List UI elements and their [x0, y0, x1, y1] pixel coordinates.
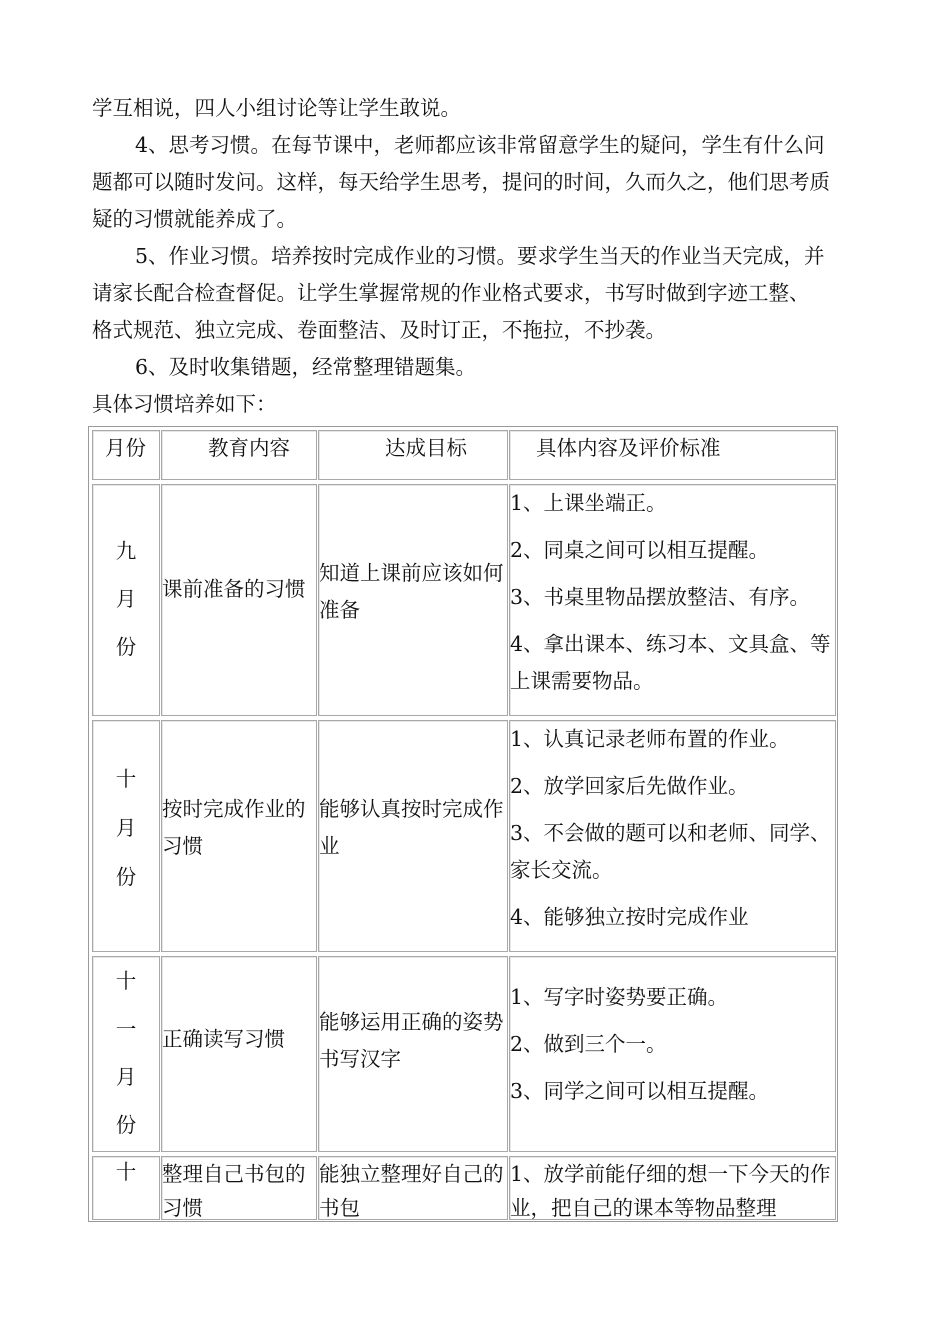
month-char: 份 — [115, 865, 137, 889]
content-text: 整理自己书包的习惯 — [162, 1162, 306, 1220]
content-text: 正确读写习惯 — [162, 1027, 285, 1051]
text-line: 题都可以随时发问。这样，每天给学生思考，提问的时间，久而久之，他们思考质 — [92, 170, 830, 194]
criteria-item: 1、放学前能仔细的想一下今天的作业，把自己的课本等物品整理 — [510, 1162, 831, 1220]
row-2-criteria — [509, 720, 836, 952]
goal-text: 能够认真按时完成作业 — [319, 797, 504, 858]
row-1-criteria — [509, 484, 836, 716]
criteria-item: 2、同桌之间可以相互提醒。 — [510, 538, 770, 562]
content-text: 按时完成作业的习惯 — [162, 797, 306, 858]
criteria-item: 3、书桌里物品摆放整洁、有序。 — [510, 585, 811, 609]
goal-text: 知道上课前应该如何准备 — [319, 561, 504, 622]
month-char: 月 — [115, 587, 137, 611]
row-3-criteria — [509, 956, 836, 1152]
month-char: 十 — [115, 1160, 137, 1184]
header-label: 教育内容 — [208, 436, 290, 460]
criteria-item: 4、能够独立按时完成作业 — [510, 905, 749, 929]
criteria-item: 1、认真记录老师布置的作业。 — [510, 727, 790, 751]
paragraph-habit-4 — [92, 127, 862, 238]
paragraph-habit-5 — [92, 238, 862, 349]
row-3-content — [161, 956, 317, 1152]
row-1-content — [161, 484, 317, 716]
row-1-goal — [318, 484, 508, 716]
criteria-item: 4、拿出课本、练习本、文具盒、等上课需要物品。 — [510, 632, 831, 693]
habit-table — [88, 426, 838, 1222]
text-line: 6、及时收集错题，经常整理错题集。 — [135, 355, 477, 379]
criteria-item: 1、上课坐端正。 — [510, 491, 667, 515]
criteria-item: 3、同学之间可以相互提醒。 — [510, 1079, 770, 1103]
row-3-goal — [318, 956, 508, 1152]
month-char: 一 — [115, 1017, 137, 1041]
content-text: 课前准备的习惯 — [162, 577, 306, 601]
table-intro — [92, 386, 862, 423]
row-4-month — [92, 1156, 160, 1220]
criteria-item: 3、不会做的题可以和老师、同学、家长交流。 — [510, 821, 831, 882]
header-label: 月份 — [105, 436, 146, 460]
text-line: 5、作业习惯。培养按时完成作业的习惯。要求学生当天的作业当天完成，并 — [135, 244, 825, 268]
row-2-goal — [318, 720, 508, 952]
text-line: 学互相说，四人小组讨论等让学生敢说。 — [92, 96, 461, 120]
header-criteria — [509, 430, 836, 480]
row-4-goal — [318, 1156, 508, 1220]
row-2-month — [92, 720, 160, 952]
text-line: 具体习惯培养如下： — [92, 392, 277, 416]
row-3-month — [92, 956, 160, 1152]
criteria-item: 2、做到三个一。 — [510, 1032, 667, 1056]
header-month — [92, 430, 160, 480]
month-char: 九 — [115, 539, 137, 563]
paragraph-1 — [92, 90, 862, 127]
header-content — [161, 430, 317, 480]
month-char: 月 — [115, 816, 137, 840]
month-char: 份 — [115, 1113, 137, 1137]
goal-text: 能够运用正确的姿势书写汉字 — [319, 1010, 504, 1071]
text-line: 4、思考习惯。在每节课中，老师都应该非常留意学生的疑问，学生有什么问 — [135, 133, 825, 157]
row-2-content — [161, 720, 317, 952]
goal-text: 能独立整理好自己的书包 — [319, 1162, 504, 1220]
month-char: 十 — [115, 767, 137, 791]
text-line: 请家长配合检查督促。让学生掌握常规的作业格式要求，书写时做到字迹工整、 — [92, 281, 810, 305]
header-label: 具体内容及评价标准 — [536, 436, 721, 460]
text-line: 疑的习惯就能养成了。 — [92, 207, 297, 231]
row-4-content — [161, 1156, 317, 1220]
header-goal — [318, 430, 508, 480]
row-1-month — [92, 484, 160, 716]
criteria-item: 1、写字时姿势要正确。 — [510, 985, 729, 1009]
criteria-item: 2、放学回家后先做作业。 — [510, 774, 749, 798]
month-char: 月 — [115, 1065, 137, 1089]
paragraph-habit-6 — [92, 349, 862, 386]
month-char: 十 — [115, 969, 137, 993]
header-label: 达成目标 — [385, 436, 467, 460]
month-char: 份 — [115, 635, 137, 659]
row-4-criteria — [509, 1156, 836, 1220]
text-line: 格式规范、独立完成、卷面整洁、及时订正，不拖拉，不抄袭。 — [92, 318, 666, 342]
